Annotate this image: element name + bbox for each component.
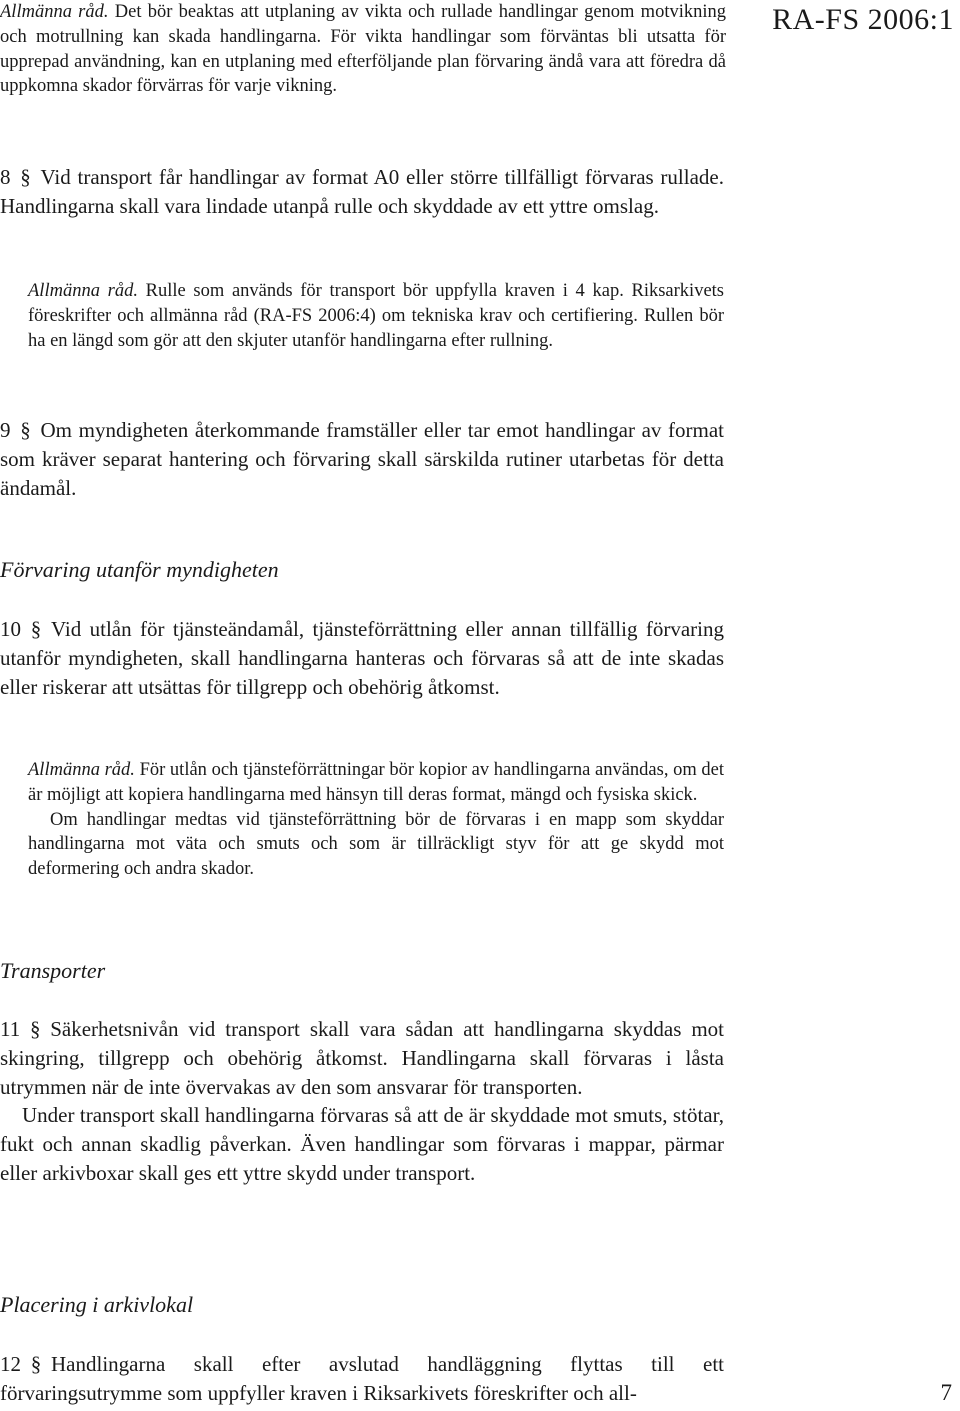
advice-label: Allmänna råd. [28,760,135,780]
section-paragraph-2: Under transport skall handlingarna förvaras så att de är skyddade mot smuts, stötar, fukt och annan skadlig påverkan. Även handlingar som förvaras i mappar, pärmar eller arkivboxar skall ges ett yttre skydd under transport. [0,1103,724,1185]
advice-text: Det bör beaktas att utplaning av vikta och rullade handlingar genom motvikning och motrullning kan skada handlingarna. För vikta handlingar som förväntas bli utsatta för upprepad användning, kan en utplaning med efterföljande plan förvaring ändå vara att föredra då uppkomna skador förvärras för varje vikning. [0,2,726,97]
advice-paragraph [28,758,724,808]
section-mark: § [30,617,42,641]
section-text: Säkerhetsnivån vid transport skall vara sådan att handlingarna skyddas mot skingring, tillgrepp och obehörig åtkomst. Handlingarna skall förvaras i låsta utrymmen när de inte övervakas av den som ansvarar för transporten. [0,1017,724,1099]
section-12 [0,1350,724,1408]
section-mark: § [30,1352,42,1376]
section-number: 12 [0,1352,21,1376]
document-id: RA-FS 2006:1 [772,3,954,36]
section-8 [0,163,724,221]
section-number: 10 [0,617,21,641]
advice-text: För utlån och tjänsteförrättningar bör kopior av handlingarna användas, om det är möjligt att kopiera handlingarna med hänsyn till deras format, mängd och fysiska skick. [28,760,724,805]
section-text: Handlingarna skall efter avslutad handläggning flyttas till ett förvaringsutrymme som uppfyller kraven i Riksarkivets föreskrifter och all- [0,1352,724,1405]
section-10-general-advice [28,758,724,882]
section-9 [0,416,724,502]
advice-paragraph-2: Om handlingar medtas vid tjänsteförrättning bör de förvaras i en mapp som skyddar handlingarna mot väta och smuts och som är tillräckligt styv för att ge skydd mot deformering och andra skador. [28,809,724,880]
section-text: Vid utlån för tjänsteändamål, tjänsteförrättning eller annan tillfällig förvaring utanför myndigheten, skall handlingarna hanteras och förvaras så att de inte skadas eller riskerar att utsättas för tillgrepp och obehörig åtkomst. [0,617,724,699]
section-8-general-advice [28,279,724,353]
section-number: 9 [0,418,11,442]
section-text: Om myndigheten återkommande framställer eller tar emot handlingar av format som kräver separat hantering och förvaring skall särskilda rutiner utarbetas för detta ändamål. [0,418,724,500]
section-text: Vid transport får handlingar av format A0 eller större tillfälligt förvaras rullade. Handlingarna skall vara lindade utanpå rulle och skyddade av ett yttre omslag. [0,165,724,218]
section-mark: § [20,165,31,189]
page-number: 7 [940,1380,952,1405]
section-number: 11 [0,1017,21,1041]
section-paragraph [0,1015,724,1101]
heading-forvaring: Förvaring utanför myndigheten [0,557,279,582]
advice-label: Allmänna råd. [0,2,109,22]
section-mark: § [20,418,31,442]
advice-text: Rulle som används för transport bör uppfylla kraven i 4 kap. Riksarkivets föreskrifter och allmänna råd (RA-FS 2006:4) om tekniska krav och certifiering. Rullen bör ha en längd som gör att den skjuter utanför handlingarna efter rullning. [28,281,724,351]
section-mark: § [29,1017,41,1041]
intro-general-advice [0,0,726,99]
heading-placering: Placering i arkivlokal [0,1292,194,1317]
section-number: 8 [0,165,11,189]
section-11 [0,1015,724,1188]
advice-label: Allmänna råd. [28,281,138,301]
section-10 [0,615,724,701]
heading-transporter: Transporter [0,958,106,983]
